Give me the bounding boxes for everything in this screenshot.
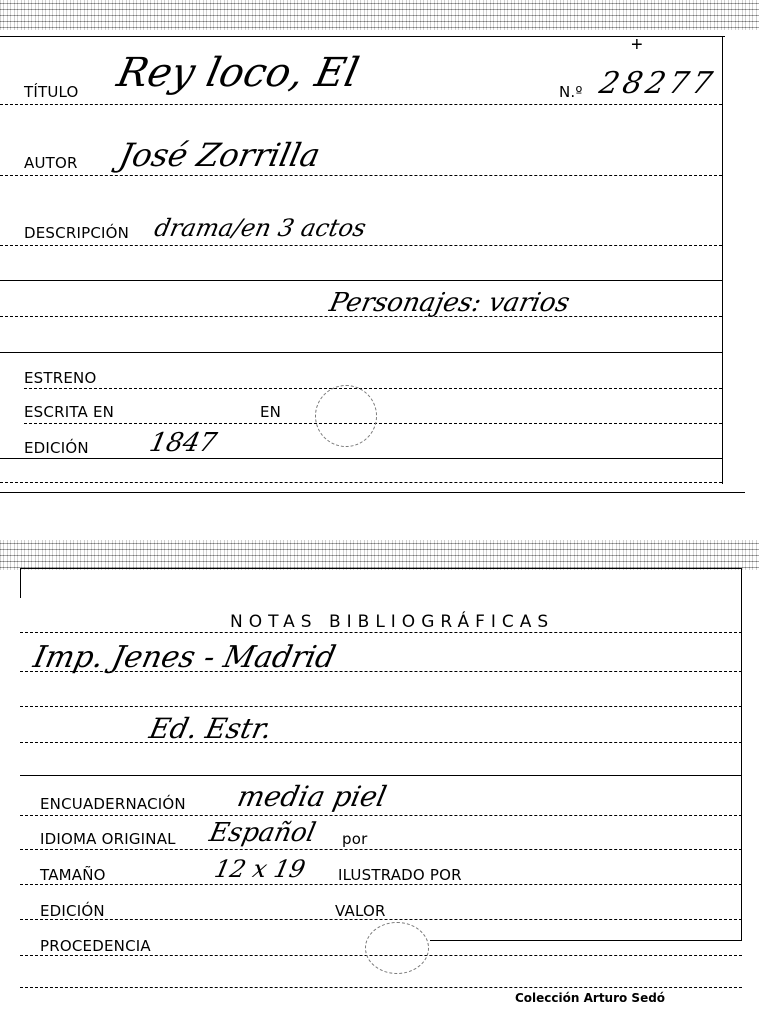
ilustrado-label: ILUSTRADO POR (338, 866, 462, 884)
encuadernacion-value: media piel (234, 780, 390, 813)
autor-label: AUTOR (24, 154, 78, 172)
left-border (20, 568, 21, 598)
rule (20, 919, 742, 920)
rule (0, 352, 722, 353)
descripcion-label: DESCRIPCIÓN (24, 224, 130, 242)
card-bottom-edge (0, 492, 745, 493)
rule (0, 245, 722, 246)
rule (0, 104, 722, 105)
edicion-value: 1847 (146, 428, 220, 458)
rule (20, 632, 742, 633)
valor-label: VALOR (335, 902, 386, 920)
idioma-label: IDIOMA ORIGINAL (40, 830, 176, 848)
edicion-label: EDICIÓN (24, 439, 89, 457)
descripcion-value: drama/en 3 actos (152, 214, 369, 242)
titulo-value: Rey loco, El (113, 50, 363, 96)
edicion-label-bottom: EDICIÓN (40, 902, 105, 920)
encuadernacion-label: ENCUADERNACIÓN (40, 795, 186, 813)
collection-footer: Colección Arturo Sedó (515, 991, 666, 1005)
rule (0, 280, 722, 281)
rule (20, 987, 742, 988)
tamano-label: TAMAÑO (40, 866, 106, 884)
rule (20, 706, 742, 707)
rule (430, 940, 742, 941)
estreno-label: ESTRENO (24, 369, 97, 387)
scan-noise-bottom-2 (0, 540, 759, 570)
plus-mark-icon: + (631, 34, 643, 56)
punch-hole (315, 385, 377, 447)
notes-line2: Ed. Estr. (146, 712, 275, 745)
rule (0, 458, 722, 459)
rule (0, 482, 722, 483)
rule (20, 671, 742, 672)
rule (20, 775, 742, 776)
procedencia-label: PROCEDENCIA (40, 937, 151, 955)
scan-noise-top-2 (0, 0, 759, 30)
top-border (20, 568, 742, 569)
idioma-value: Español (206, 818, 319, 848)
escrita-en-label: ESCRITA EN (24, 403, 115, 421)
numero-label: N.º (559, 83, 583, 101)
rule (24, 388, 722, 389)
right-border (722, 36, 723, 484)
rule (20, 849, 742, 850)
por-label: por (342, 830, 368, 848)
autor-value: José Zorrilla (115, 136, 324, 174)
rule (0, 175, 722, 176)
top-border (0, 36, 725, 37)
punch-hole (365, 922, 429, 974)
rule (20, 742, 742, 743)
notes-line1: Imp. Jenes - Madrid (30, 640, 339, 675)
rule (20, 884, 742, 885)
rule (0, 316, 722, 317)
descripcion-line2: Personajes: varios (326, 288, 573, 318)
rule (20, 815, 742, 816)
notes-heading: NOTAS BIBLIOGRÁFICAS (230, 612, 555, 632)
tamano-value: 12 x 19 (212, 855, 308, 883)
en-label: EN (260, 403, 282, 421)
numero-value: 28277 (596, 66, 720, 101)
titulo-label: TÍTULO (24, 83, 79, 101)
